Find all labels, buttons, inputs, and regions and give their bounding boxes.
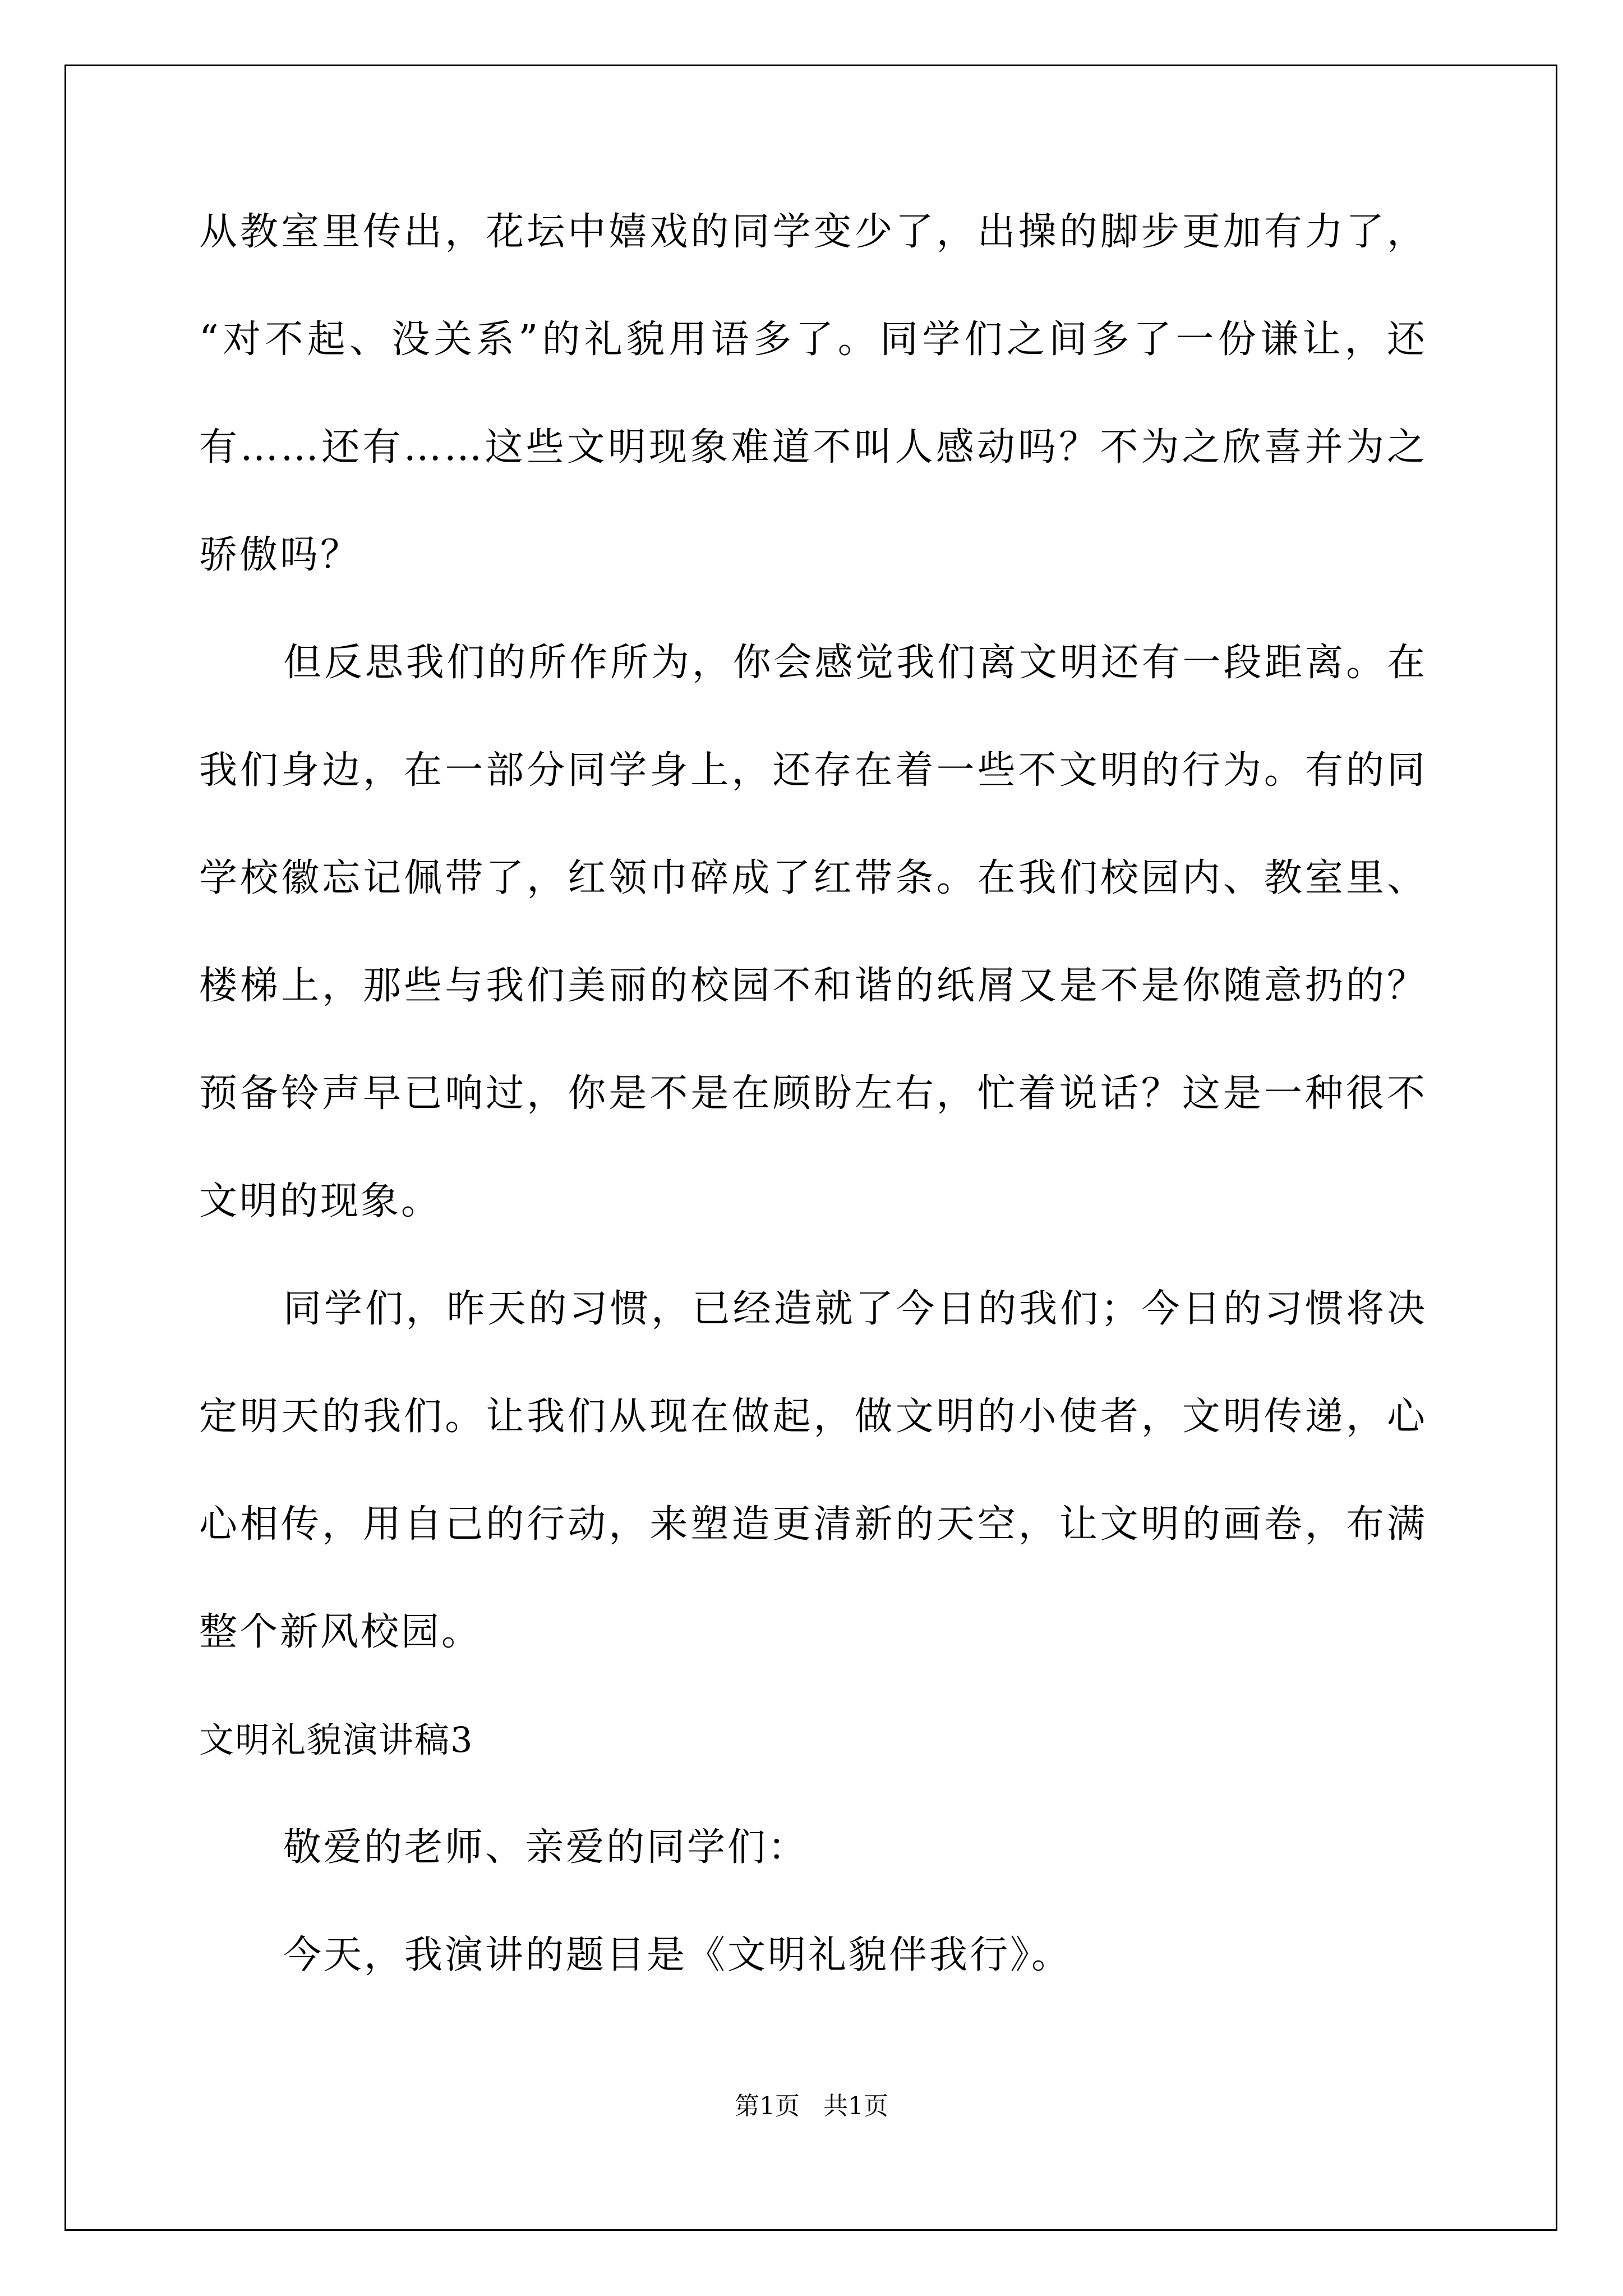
paragraph-line: 学校徽忘记佩带了，红领巾碎成了红带条。在我们校园内、教室里、 — [199, 856, 1427, 900]
paragraph-line: 从教室里传出，花坛中嬉戏的同学变少了，出操的脚步更加有力了， — [199, 210, 1427, 254]
paragraph-line: 心相传，用自己的行动，来塑造更清新的天空，让文明的画卷，布满 — [199, 1502, 1427, 1547]
section-heading: 文明礼貌演讲稿3 — [199, 1719, 474, 1760]
paragraph-line: 整个新风校园。 — [199, 1610, 482, 1654]
paragraph-line: 文明的现象。 — [199, 1179, 442, 1223]
page-number-current: 第1页 — [735, 2092, 800, 2120]
paragraph-line: 定明天的我们。让我们从现在做起，做文明的小使者，文明传递，心 — [199, 1395, 1427, 1439]
document-body — [199, 210, 1427, 2044]
paragraph-line: “对不起、没关系”的礼貌用语多了。同学们之间多了一份谦让，还 — [199, 318, 1427, 362]
paragraph-line: 有……还有……这些文明现象难道不叫人感动吗？不为之欣喜并为之 — [199, 425, 1427, 470]
paragraph-line: 同学们，昨天的习惯，已经造就了今日的我们；今日的习惯将决 — [283, 1287, 1427, 1331]
page-footer — [0, 2094, 1623, 2119]
page-number-total: 共1页 — [823, 2092, 888, 2120]
salutation-line: 敬爱的老师、亲爱的同学们： — [283, 1825, 809, 1870]
paragraph-line: 今天，我演讲的题目是《文明礼貌伴我行》。 — [283, 1933, 1072, 1977]
paragraph-line: 但反思我们的所作所为，你会感觉我们离文明还有一段距离。在 — [283, 641, 1427, 685]
paragraph-line: 我们身边，在一部分同学身上，还存在着一些不文明的行为。有的同 — [199, 748, 1427, 793]
paragraph-line: 骄傲吗？ — [199, 533, 361, 577]
paragraph-line: 楼梯上，那些与我们美丽的校园不和谐的纸屑又是不是你随意扔的？ — [199, 964, 1427, 1008]
paragraph-line: 预备铃声早已响过，你是不是在顾盼左右，忙着说话？这是一种很不 — [199, 1071, 1427, 1116]
